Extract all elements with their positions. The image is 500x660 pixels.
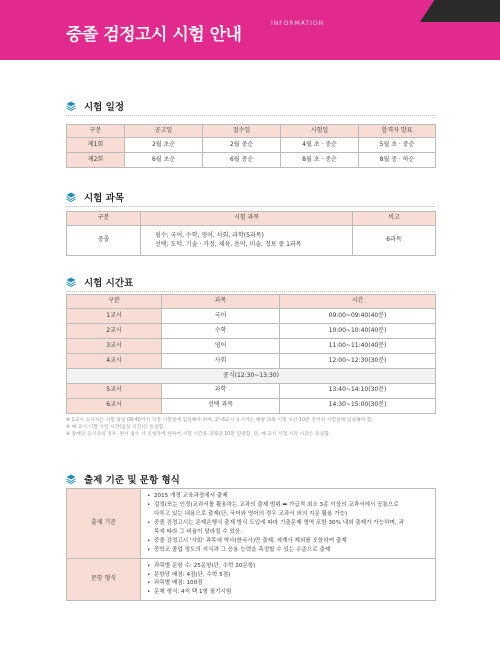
column-header: 접수일 xyxy=(203,125,281,138)
row-label: 5교시 xyxy=(67,383,162,398)
timetable-notes xyxy=(66,417,373,439)
row-label: 3교시 xyxy=(67,339,162,354)
list-item-text: 중졸 검정고시 '사회' 과목에 역사(한국사)만 출제, 세계사 제외를 포함하여 출제 xyxy=(154,537,347,544)
lunch-break: 중식(12:30~13:30) xyxy=(67,369,436,384)
list-item xyxy=(147,528,429,537)
layers-icon xyxy=(66,474,76,484)
table-cell: 국어 xyxy=(162,309,280,324)
list-item xyxy=(147,571,429,580)
list-item xyxy=(147,546,429,555)
table-cell: 4월 초 · 중순 xyxy=(281,138,359,153)
note-item: ※ 매 교시 시험 시작 시간(입실 시간)은 동일함. xyxy=(66,425,165,431)
list-item-text: 다루고 있는 내용으로 출제(단, 국어와 영어의 경우 교과서 외의 지문 활용 가능) xyxy=(154,510,348,517)
table-cell: 10:00~10:40(40분) xyxy=(280,324,436,339)
bullet-icon: • xyxy=(147,589,151,596)
table-cell: 6월 중순 xyxy=(203,153,281,168)
column-header: 비고 xyxy=(353,212,436,226)
schedule-section xyxy=(66,98,415,163)
bullet-icon: • xyxy=(147,571,151,578)
layers-icon xyxy=(66,101,76,111)
column-header: 공고일 xyxy=(125,125,203,138)
row-label: 출제 기준 xyxy=(67,489,141,559)
criteria-table xyxy=(66,488,436,601)
page-title: 중졸 검정고시 시험 안내 xyxy=(66,25,242,45)
list-item-text: 과목별 문항 수: 25문항(단, 수학 20문항) xyxy=(154,562,256,569)
list-item-text: 중학교 졸업 정도의 지식과 그 응용 능력을 측정할 수 있는 수준으로 출제 xyxy=(154,546,331,553)
row-label: 1교시 xyxy=(67,309,162,324)
row-label: 중졸 xyxy=(67,226,141,256)
column-header: 구분 xyxy=(67,295,162,309)
table-cell: 사회 xyxy=(162,354,280,369)
table-cell: 13:40~14:10(30분) xyxy=(280,383,436,398)
timetable-section xyxy=(66,274,387,438)
table-cell: 2월 중순 xyxy=(203,138,281,153)
schedule-title: 시험 일정 xyxy=(84,102,125,113)
row-label: 제2회 xyxy=(67,153,125,168)
table-cell: 2월 초순 xyxy=(125,138,203,153)
table-row xyxy=(67,383,436,398)
column-header: 시험 과목 xyxy=(141,212,353,226)
criteria-title: 출제 기준 및 문항 형식 xyxy=(84,475,180,486)
column-header: 합격자 발표 xyxy=(359,125,436,138)
layers-icon xyxy=(66,277,76,287)
table-row xyxy=(67,398,436,413)
bullet-icon: • xyxy=(147,537,151,544)
header-corner-decoration xyxy=(420,0,500,22)
table-cell: 영어 xyxy=(162,339,280,354)
list-item-text: 문항당 배점: 4점(단, 수학 5점) xyxy=(154,571,231,578)
bullet-icon: • xyxy=(147,519,151,526)
table-cell: 과학 xyxy=(162,383,280,398)
table-row xyxy=(67,153,436,168)
list-item xyxy=(147,510,429,519)
table-row xyxy=(67,138,436,153)
table-cell: 선택 과목 xyxy=(162,398,280,413)
subjects-note: 6과목 xyxy=(353,226,436,256)
list-item-text: 문제 형식: 4지 택 1형 필기시험 xyxy=(154,589,232,596)
schedule-table xyxy=(66,124,436,168)
row-label: 제1회 xyxy=(67,138,125,153)
column-header: 구분 xyxy=(67,212,141,226)
subjects-title: 시험 과목 xyxy=(84,193,125,204)
list-item xyxy=(147,492,429,501)
column-header: 시간 xyxy=(280,295,436,309)
table-row xyxy=(67,309,436,324)
layers-icon xyxy=(66,192,76,202)
subjects-section xyxy=(66,189,402,248)
list-item xyxy=(147,588,429,597)
table-cell: 12:00~12:30(30분) xyxy=(280,354,436,369)
column-header: 시험일 xyxy=(281,125,359,138)
table-row xyxy=(67,354,436,369)
list-item xyxy=(147,579,429,588)
table-row xyxy=(67,489,436,559)
bullet-icon: • xyxy=(147,501,151,508)
row-label: 4교시 xyxy=(67,354,162,369)
subjects-table xyxy=(66,211,436,256)
note-item: ※ 1교시 응시자는 시험 당일 08:40까지 지정 시험실에 입실해야 하며, 2~6교시 응시자는 해당 과목 시험 시간 10분 전까지 시험실에 입실해야 함. xyxy=(66,418,373,423)
row-label: 문항 형식 xyxy=(67,558,141,601)
bullet-icon: • xyxy=(147,493,151,499)
table-cell: 8월 중 · 하순 xyxy=(359,153,436,168)
page-header xyxy=(0,0,500,60)
required-subjects: 필수: 국어, 수학, 영어, 사회, 과학(5과목) xyxy=(155,232,264,240)
table-cell: 5월 초 · 중순 xyxy=(359,138,436,153)
bullet-icon: • xyxy=(147,580,151,587)
list-item xyxy=(147,501,429,510)
page-subtitle: INFORMATION xyxy=(271,20,325,27)
bullet-icon: • xyxy=(147,562,151,569)
list-item-text: 목에 따라 그 비율이 달라질 수 있음. xyxy=(154,528,243,535)
list-item-text: 과목별 배점: 100점 xyxy=(154,580,203,587)
table-cell: 8월 초 · 중순 xyxy=(281,153,359,168)
table-cell: 11:00~11:40(40분) xyxy=(280,339,436,354)
list-item-text: 중졸 검정고시는 문제은행식 출제 방식 도입에 따라 기출문제 영역 포함 30% 내외 출제가 가능하며, 과 xyxy=(154,519,404,526)
table-cell: 6월 초순 xyxy=(125,153,203,168)
table-row xyxy=(67,558,436,601)
list-item-text: 검정(또는 인정)교과서를 활용하는 교과의 출제 범위 ➡ 가급적 최소 3종 이상의 교과서에서 공통으로 xyxy=(154,501,399,508)
criteria-section xyxy=(66,471,404,596)
note-item: ※ 장애인 응시자의 경우, 원서 접수 시 신청자에 한하여 시험 시간을 과목당 10분 연장함. 단, 매 교시 시험 시작 시간은 동일함. xyxy=(66,432,331,438)
timetable-title: 시험 시간표 xyxy=(84,278,134,289)
criteria-list xyxy=(141,558,436,601)
table-cell: 14:30~15:00(30분) xyxy=(280,398,436,413)
criteria-list xyxy=(141,489,436,559)
table-row xyxy=(67,339,436,354)
list-item xyxy=(147,562,429,571)
row-label: 2교시 xyxy=(67,324,162,339)
timetable-table xyxy=(66,294,436,414)
table-cell: 수학 xyxy=(162,324,280,339)
column-header: 구분 xyxy=(67,125,125,138)
list-item-text: 2015 개정 교육과정에서 출제 xyxy=(154,493,228,499)
bullet-icon: • xyxy=(147,546,151,553)
list-item xyxy=(147,519,429,528)
list-item xyxy=(147,537,429,546)
table-cell: 09:00~09:40(40분) xyxy=(280,309,436,324)
elective-subjects: 선택: 도덕, 기술 · 가정, 체육, 음악, 미술, 정보 중 1과목 xyxy=(155,240,302,248)
column-header: 과목 xyxy=(162,295,280,309)
table-row xyxy=(67,324,436,339)
row-label: 6교시 xyxy=(67,398,162,413)
